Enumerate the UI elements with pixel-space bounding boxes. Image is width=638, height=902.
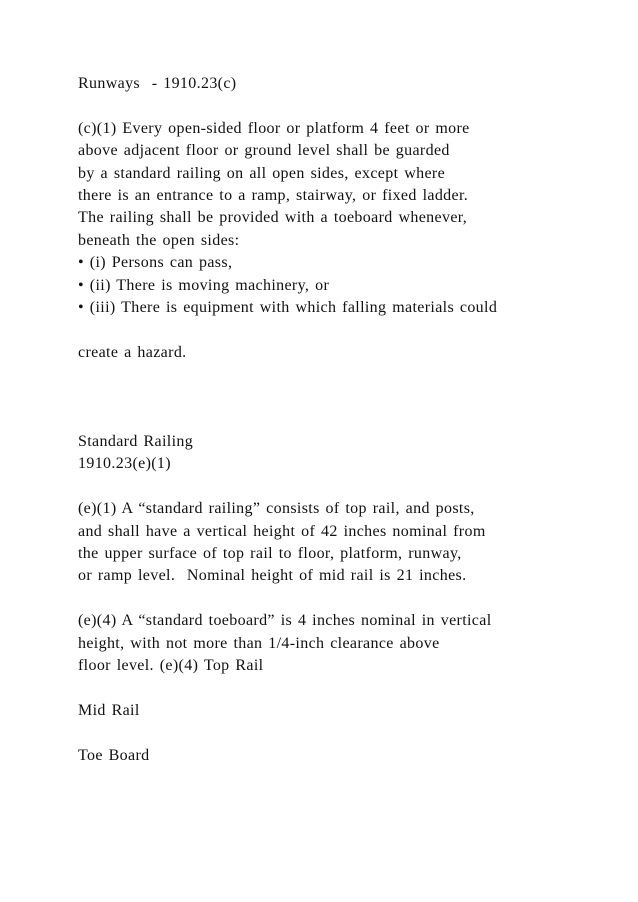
railing-paragraph-line: (e)(1) A “standard railing” consists of top rail, and posts, [78, 500, 475, 518]
mid-rail-label: Mid Rail [78, 701, 140, 719]
spacer [78, 588, 618, 610]
toeboard-paragraph-line: height, with not more than 1/4-inch clearance above [78, 634, 440, 652]
toe-board-label: Toe Board [78, 746, 150, 764]
bullet-item-equipment: • (iii) There is equipment with which falling materials could [78, 298, 498, 316]
runways-heading: Runways - 1910.23(c) [78, 75, 237, 92]
runways-paragraph-line: (c)(1) Every open-sided floor or platform 4 feet or more [78, 119, 470, 137]
spacer [78, 476, 618, 498]
toeboard-paragraph-line: (e)(4) A “standard toeboard” is 4 inches nominal in vertical [78, 612, 492, 630]
runways-paragraph-line: by a standard railing on all open sides, except where [78, 164, 446, 182]
document-page [78, 73, 618, 767]
runways-paragraph-line: above adjacent floor or ground level shall be guarded [78, 142, 450, 160]
railing-paragraph-line: and shall have a vertical height of 42 inches nominal from [78, 522, 486, 540]
toeboard-paragraph-line: floor level. (e)(4) Top Rail [78, 656, 264, 674]
spacer [78, 95, 618, 117]
bullet-item-persons: • (i) Persons can pass, [78, 254, 233, 272]
runways-paragraph-line: there is an entrance to a ramp, stairway, or fixed ladder. [78, 186, 469, 204]
spacer [78, 722, 618, 744]
railing-paragraph-line: the upper surface of top rail to floor, platform, runway, [78, 545, 462, 563]
runways-paragraph-line: beneath the open sides: [78, 231, 240, 249]
standard-railing-code: 1910.23(e)(1) [78, 455, 171, 473]
runways-paragraph-line: The railing shall be provided with a toeboard whenever, [78, 209, 468, 227]
section-spacer [78, 364, 618, 431]
spacer [78, 319, 618, 341]
standard-railing-heading: Standard Railing [78, 433, 194, 451]
bullet-continuation: create a hazard. [78, 343, 187, 361]
spacer [78, 677, 618, 699]
bullet-item-machinery: • (ii) There is moving machinery, or [78, 276, 330, 294]
railing-paragraph-line: or ramp level. Nominal height of mid rail is 21 inches. [78, 567, 467, 585]
